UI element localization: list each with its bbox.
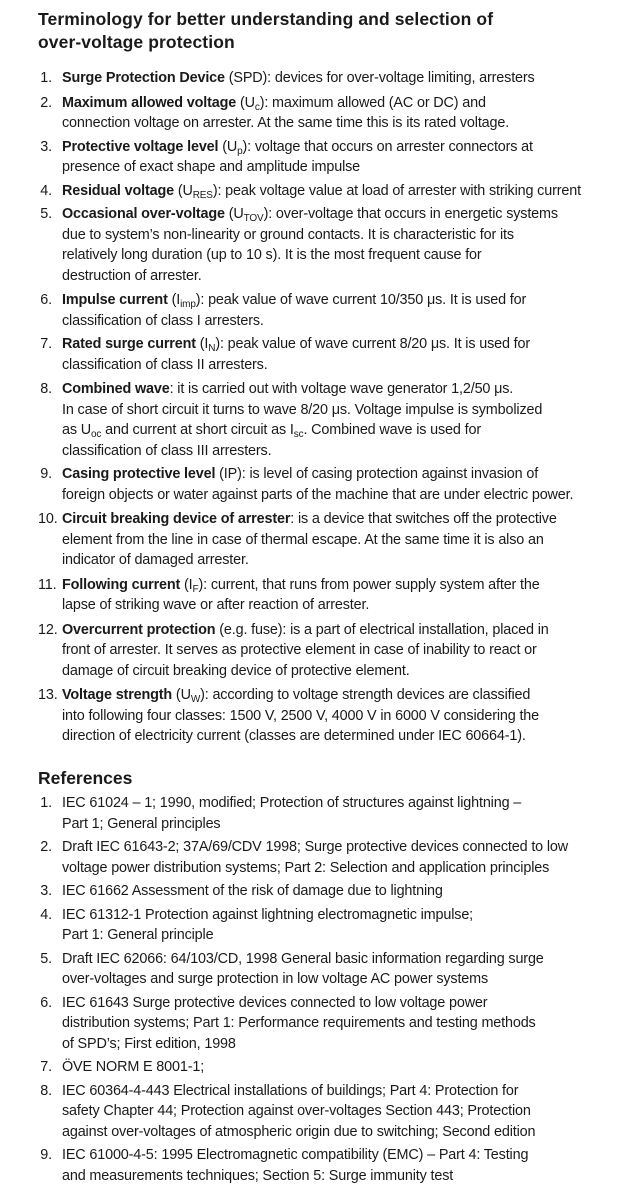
terminology-text: and current at short circuit as I xyxy=(101,422,293,438)
terminology-text: ): maximum allowed (AC or DC) and xyxy=(260,95,486,111)
terminology-item-line xyxy=(62,420,620,441)
terminology-item-line xyxy=(62,530,620,551)
terminology-text: relatively long duration (up to 10 s). It is the most frequent cause for xyxy=(62,247,482,263)
terminology-item-number: 2. xyxy=(0,93,52,114)
terminology-item xyxy=(0,620,620,682)
terminology-item xyxy=(0,290,620,331)
terminology-text: ): voltage that occurs on arrester connectors at xyxy=(243,139,533,155)
reference-item xyxy=(0,1081,620,1143)
terminology-item xyxy=(0,181,620,202)
terminology-item-line xyxy=(62,113,620,134)
terminology-text: (U xyxy=(236,95,255,111)
terminology-text: (U xyxy=(218,139,237,155)
reference-item-number: 5. xyxy=(0,949,52,970)
reference-item-line xyxy=(62,1057,620,1078)
terminology-item-line xyxy=(62,181,620,202)
reference-item-number: 7. xyxy=(0,1057,52,1078)
terminology-text: In case of short circuit it turns to wave 8/20 μs. Voltage impulse is symbolized xyxy=(62,402,542,418)
symbol-subscript: p xyxy=(237,146,242,157)
terminology-text: : is a device that switches off the protective xyxy=(290,511,556,527)
terminology-text: ): peak voltage value at load of arrester with striking current xyxy=(213,183,581,199)
term-label: Occasional over-voltage xyxy=(62,206,225,222)
term-label: Protective voltage level xyxy=(62,139,218,155)
terminology-text: direction of electricity current (classes are determined under IEC 60664-1). xyxy=(62,728,526,744)
terminology-item-line xyxy=(62,266,620,287)
terminology-text: (I xyxy=(196,336,208,352)
term-label: Rated surge current xyxy=(62,336,196,352)
term-label: Impulse current xyxy=(62,292,168,308)
heading-line-1: Terminology for better understanding and selection of xyxy=(38,8,598,31)
reference-text: voltage power distribution systems; Part 2: Selection and application principles xyxy=(62,860,549,876)
terminology-text: as U xyxy=(62,422,91,438)
reference-item-line xyxy=(62,858,620,879)
reference-item xyxy=(0,837,620,878)
reference-item xyxy=(0,905,620,946)
reference-item xyxy=(0,793,620,834)
reference-item-line xyxy=(62,1034,620,1055)
reference-item-number: 1. xyxy=(0,793,52,814)
terminology-text: (e.g. fuse): is a part of electrical installation, placed in xyxy=(215,622,548,638)
terminology-text: (U xyxy=(172,687,191,703)
terminology-item xyxy=(0,509,620,571)
reference-item-line xyxy=(62,1145,620,1166)
terminology-text: (IP): is level of casing protection against invasion of xyxy=(215,466,538,482)
terminology-item-line xyxy=(62,464,620,485)
terminology-item-line xyxy=(62,400,620,421)
terminology-item-line xyxy=(62,441,620,462)
reference-text: Draft IEC 61643-2; 37A/69/CDV 1998; Surge protective devices connected to low xyxy=(62,839,568,855)
symbol-subscript: N xyxy=(208,343,215,354)
reference-item-line xyxy=(62,969,620,990)
reference-item-line xyxy=(62,1081,620,1102)
terminology-text: (I xyxy=(168,292,180,308)
terminology-item-line xyxy=(62,68,620,89)
symbol-subscript: sc xyxy=(294,429,304,440)
terminology-item xyxy=(0,137,620,178)
terminology-heading xyxy=(38,8,598,54)
terminology-item-number: 5. xyxy=(0,204,52,225)
terminology-text: ): peak value of wave current 8/20 μs. It is used for xyxy=(215,336,530,352)
reference-item-line xyxy=(62,993,620,1014)
term-label: Overcurrent protection xyxy=(62,622,215,638)
reference-text: IEC 61312-1 Protection against lightning electromagnetic impulse; xyxy=(62,907,473,923)
term-label: Maximum allowed voltage xyxy=(62,95,236,111)
term-label: Casing protective level xyxy=(62,466,215,482)
terminology-text: front of arrester. It serves as protective element in case of inability to react or xyxy=(62,642,537,658)
reference-item-line xyxy=(62,949,620,970)
terminology-list xyxy=(0,68,620,747)
terminology-text: destruction of arrester. xyxy=(62,268,202,284)
symbol-subscript: TOV xyxy=(244,213,264,224)
reference-text: against over-voltages of atmospheric origin due to switching; Second edition xyxy=(62,1124,535,1140)
terminology-item-number: 12. xyxy=(38,620,58,641)
terminology-item-line xyxy=(62,550,620,571)
terminology-item-line xyxy=(62,685,620,706)
reference-item-line xyxy=(62,837,620,858)
reference-text: IEC 61643 Surge protective devices connected to low voltage power xyxy=(62,995,487,1011)
reference-item xyxy=(0,1057,620,1078)
terminology-item-number: 4. xyxy=(0,181,52,202)
terminology-item-number: 3. xyxy=(0,137,52,158)
terminology-item-number: 11. xyxy=(38,575,57,596)
terminology-item-line xyxy=(62,595,620,616)
term-label: Combined wave xyxy=(62,381,170,397)
reference-text: Draft IEC 62066: 64/103/CD, 1998 General basic information regarding surge xyxy=(62,951,544,967)
terminology-text: element from the line in case of thermal escape. At the same time it is also an xyxy=(62,532,544,548)
term-label: Following current xyxy=(62,577,180,593)
terminology-item-line xyxy=(62,355,620,376)
reference-item xyxy=(0,993,620,1055)
references-list xyxy=(0,793,620,1186)
terminology-item-number: 1. xyxy=(0,68,52,89)
reference-item-number: 6. xyxy=(0,993,52,1014)
terminology-item-line xyxy=(62,485,620,506)
terminology-text: into following four classes: 1500 V, 2500 V, 4000 V in 6000 V considering the xyxy=(62,708,539,724)
terminology-item xyxy=(0,379,620,461)
terminology-item-line xyxy=(62,706,620,727)
term-label: Residual voltage xyxy=(62,183,174,199)
terminology-item-number: 6. xyxy=(0,290,52,311)
terminology-item-line xyxy=(62,575,620,596)
reference-text: distribution systems; Part 1: Performance requirements and testing methods xyxy=(62,1015,536,1031)
terminology-text: damage of circuit breaking device of protective element. xyxy=(62,663,410,679)
reference-item xyxy=(0,881,620,902)
reference-text: safety Chapter 44; Protection against over-voltages Section 443; Protection xyxy=(62,1103,531,1119)
reference-item-line xyxy=(62,814,620,835)
terminology-item-number: 13. xyxy=(38,685,58,706)
reference-item xyxy=(0,949,620,990)
terminology-item-line xyxy=(62,225,620,246)
symbol-subscript: W xyxy=(191,694,200,705)
terminology-text: lapse of striking wave or after reaction of arrester. xyxy=(62,597,369,613)
terminology-item-line xyxy=(62,245,620,266)
reference-text: IEC 61662 Assessment of the risk of damage due to lightning xyxy=(62,883,443,899)
term-label: Voltage strength xyxy=(62,687,172,703)
terminology-item-line xyxy=(62,137,620,158)
symbol-subscript: c xyxy=(255,102,260,113)
reference-item-number: 9. xyxy=(0,1145,52,1166)
reference-text: of SPD’s; First edition, 1998 xyxy=(62,1036,236,1052)
terminology-item-line xyxy=(62,726,620,747)
terminology-item-line xyxy=(62,204,620,225)
references-heading: References xyxy=(38,767,132,789)
reference-item-number: 8. xyxy=(0,1081,52,1102)
reference-item-line xyxy=(62,905,620,926)
terminology-text: classification of class III arresters. xyxy=(62,443,271,459)
terminology-item-line xyxy=(62,661,620,682)
terminology-text: (U xyxy=(225,206,244,222)
terminology-item xyxy=(0,334,620,375)
terminology-text: ): current, that runs from power supply system after the xyxy=(198,577,539,593)
heading-line-2: over-voltage protection xyxy=(38,31,598,54)
terminology-item-number: 9. xyxy=(0,464,52,485)
reference-item-number: 3. xyxy=(0,881,52,902)
terminology-item xyxy=(0,464,620,505)
terminology-item-line xyxy=(62,334,620,355)
reference-item-line xyxy=(62,793,620,814)
reference-text: and measurements techniques; Section 5: Surge immunity test xyxy=(62,1168,453,1184)
terminology-text: ): peak value of wave current 10/350 μs. It is used for xyxy=(196,292,526,308)
symbol-subscript: F xyxy=(193,584,199,595)
terminology-text: (U xyxy=(174,183,193,199)
terminology-text: classification of class II arresters. xyxy=(62,357,268,373)
term-label: Circuit breaking device of arrester xyxy=(62,511,290,527)
terminology-text: (SPD): devices for over-voltage limiting, arresters xyxy=(225,70,535,86)
reference-item xyxy=(0,1145,620,1186)
terminology-text: connection voltage on arrester. At the same time this is its rated voltage. xyxy=(62,115,509,131)
reference-text: IEC 61000-4-5: 1995 Electromagnetic compatibility (EMC) – Part 4: Testing xyxy=(62,1147,528,1163)
terminology-item-line xyxy=(62,640,620,661)
reference-text: Part 1: General principle xyxy=(62,927,213,943)
terminology-item-number: 7. xyxy=(0,334,52,355)
terminology-item xyxy=(0,204,620,286)
symbol-subscript: oc xyxy=(91,429,101,440)
terminology-item-line xyxy=(62,290,620,311)
terminology-text: presence of exact shape and amplitude impulse xyxy=(62,159,360,175)
reference-item-number: 2. xyxy=(0,837,52,858)
reference-item-line xyxy=(62,925,620,946)
terminology-item-line xyxy=(62,311,620,332)
terminology-item xyxy=(0,68,620,89)
reference-item-number: 4. xyxy=(0,905,52,926)
term-label: Surge Protection Device xyxy=(62,70,225,86)
reference-item-line xyxy=(62,1101,620,1122)
terminology-item xyxy=(0,93,620,134)
reference-text: ÖVE NORM E 8001-1; xyxy=(62,1059,204,1075)
terminology-item-line xyxy=(62,620,620,641)
reference-item-line xyxy=(62,881,620,902)
terminology-text: . Combined wave is used for xyxy=(303,422,481,438)
terminology-text: classification of class I arresters. xyxy=(62,313,264,329)
reference-item-line xyxy=(62,1166,620,1186)
terminology-text: ): over-voltage that occurs in energetic systems xyxy=(264,206,558,222)
terminology-item-line xyxy=(62,93,620,114)
symbol-subscript: imp xyxy=(180,299,196,310)
symbol-subscript: RES xyxy=(193,190,213,201)
terminology-text: ): according to voltage strength devices are classified xyxy=(200,687,530,703)
terminology-text: indicator of damaged arrester. xyxy=(62,552,249,568)
reference-item-line xyxy=(62,1122,620,1143)
terminology-item-line xyxy=(62,509,620,530)
terminology-item xyxy=(0,685,620,747)
terminology-item-line xyxy=(62,157,620,178)
reference-item-line xyxy=(62,1013,620,1034)
terminology-item xyxy=(0,575,620,616)
terminology-item-number: 10. xyxy=(38,509,58,530)
terminology-text: (I xyxy=(180,577,192,593)
terminology-text: due to system’s non-linearity or ground contacts. It is characteristic for its xyxy=(62,227,514,243)
terminology-item-number: 8. xyxy=(0,379,52,400)
reference-text: Part 1; General principles xyxy=(62,816,220,832)
reference-text: over-voltages and surge protection in low voltage AC power systems xyxy=(62,971,488,987)
reference-text: IEC 60364-4-443 Electrical installations of buildings; Part 4: Protection for xyxy=(62,1083,518,1099)
terminology-text: foreign objects or water against parts of the machine that are under electric power. xyxy=(62,487,573,503)
terminology-item-line xyxy=(62,379,620,400)
reference-text: IEC 61024 – 1; 1990, modified; Protection of structures against lightning – xyxy=(62,795,521,811)
terminology-text: : it is carried out with voltage wave generator 1,2/50 μs. xyxy=(170,381,514,397)
